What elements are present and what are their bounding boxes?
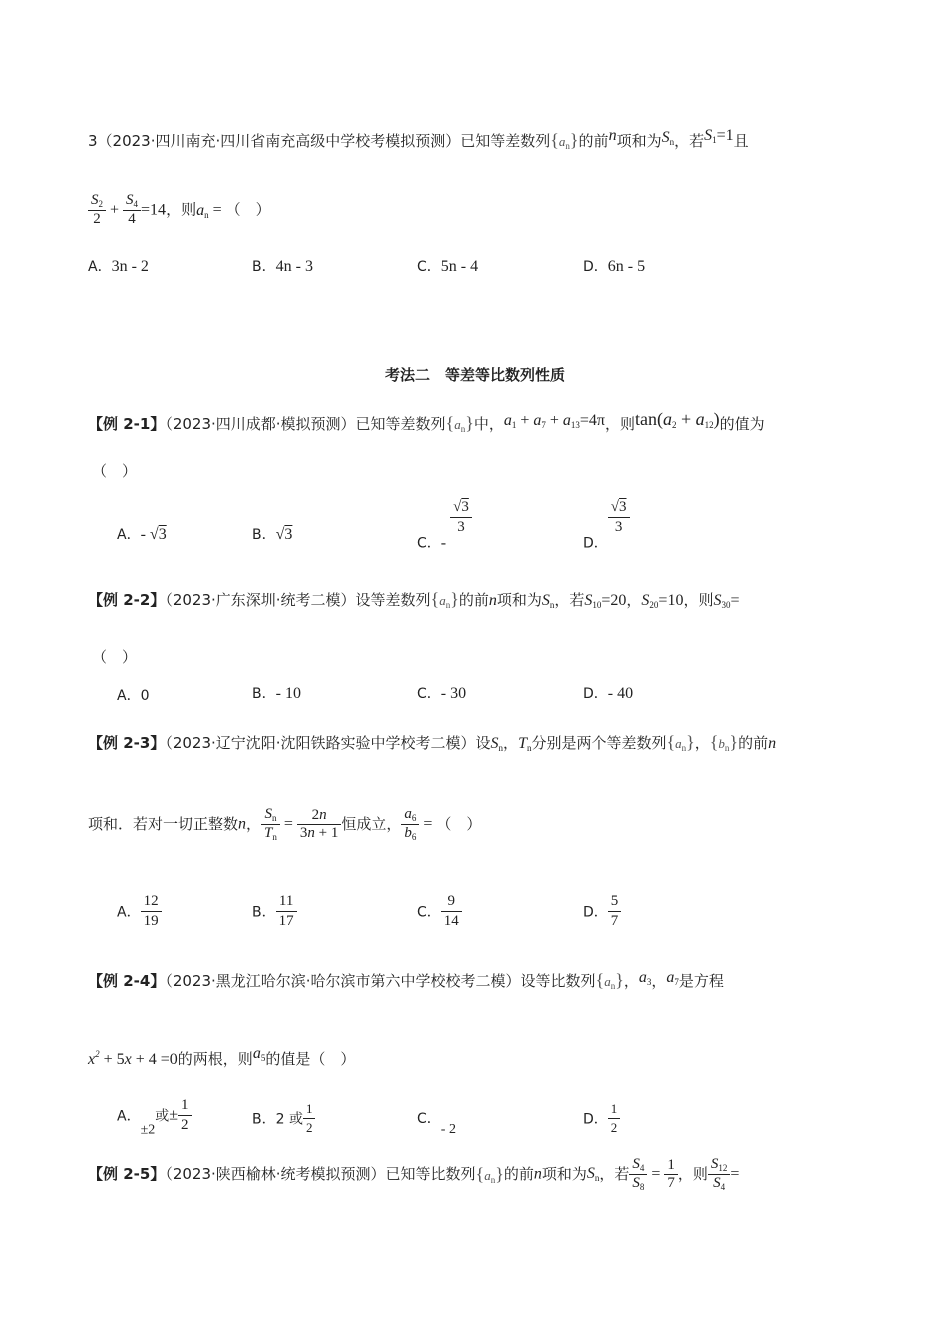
- option-label: C．: [417, 1111, 441, 1127]
- e25-tag: 【例 2-5】: [88, 1165, 166, 1183]
- e24-option-c[interactable]: [417, 1108, 456, 1138]
- e23-text: ，: [694, 734, 710, 752]
- option-value: [276, 892, 297, 931]
- e21-option-b[interactable]: [252, 524, 292, 544]
- e23-line-2: 项和．若对一切正整数n， $\frac{S_n}{T_n}$ = $\frac{2n}{3n + 1}$ 恒成立， $\frac{a_6}{b_6}$ = （ ）: [88, 806, 482, 842]
- seq-bn: $\{b_n\}$: [709, 732, 739, 753]
- option-label: B．: [252, 686, 276, 702]
- q3-line-1: [88, 128, 749, 151]
- e23-text: 恒成立，: [341, 815, 402, 833]
- e21-line-1: [88, 410, 765, 434]
- e24-text: ，: [651, 972, 667, 990]
- option-label: D．: [583, 535, 608, 552]
- option-label: B．: [252, 1111, 276, 1128]
- option-den: 17: [278, 913, 294, 929]
- e22-option-b[interactable]: [252, 683, 301, 703]
- option-den: 7: [610, 913, 619, 929]
- var-Sn: $S_n$: [490, 735, 504, 753]
- e22-option-c[interactable]: [417, 683, 466, 703]
- option-value: - 10: [275, 685, 301, 702]
- option-value: - 30: [440, 685, 467, 702]
- sum-value: =14: [141, 201, 167, 219]
- option-label: A．: [117, 688, 141, 704]
- e21-source: （2023·四川成都·模拟预测）已知等差数列: [165, 415, 446, 433]
- tan-expression: $\tan(a_2 + a_{12})$: [635, 409, 720, 430]
- frac-S4-4: $\frac{S_4}{4}$: [123, 192, 141, 228]
- e23-source: （2023·辽宁沈阳·沈阳铁路实验中学校考二模）设: [165, 734, 491, 752]
- option-label: C．: [417, 904, 441, 921]
- e21-text: ，则: [605, 415, 636, 433]
- option-label: C．: [417, 535, 441, 552]
- e25-source: （2023·陕西榆林·统考模拟预测）已知等比数列: [165, 1165, 476, 1183]
- seq-an: $\{a_n\}$: [666, 732, 695, 753]
- e23-tag: 【例 2-3】: [88, 734, 166, 752]
- option-label: A．: [88, 259, 112, 275]
- option-value: 0: [140, 688, 150, 704]
- e23-text: 分别是两个等差数列: [531, 734, 667, 752]
- e24-text: 是方程: [678, 972, 724, 990]
- e22-text: 项和为: [496, 591, 542, 609]
- e22-source: （2023·广东深圳·统考二模）设等差数列: [165, 591, 431, 609]
- option-value: $\frac{1}{2}$: [608, 1100, 621, 1137]
- q3-text: ，则: [166, 200, 197, 219]
- option-label: A．: [117, 527, 141, 543]
- e24-option-b[interactable]: B．2 或 $\frac{1}{2}$: [252, 1100, 315, 1137]
- e23-text: ，: [503, 734, 519, 752]
- option-den: 19: [143, 913, 159, 929]
- e21-text: 中，: [473, 415, 504, 433]
- option-label: B．: [252, 259, 276, 275]
- option-value: $\frac{1}{2}$: [178, 1096, 192, 1135]
- e22-option-d[interactable]: [583, 683, 633, 703]
- option-label: D．: [583, 1111, 608, 1128]
- cond-sum: $a_1 + a_7 + a_{13}$: [503, 412, 580, 430]
- q3-text: 的前: [578, 132, 609, 150]
- q3-text: 项和为: [616, 132, 662, 150]
- section-title: 考法二 等差等比数列性质: [384, 366, 565, 384]
- option-num: 5: [608, 892, 622, 912]
- option-value: $\frac{√3}{3}$: [450, 498, 472, 537]
- option-label: D．: [583, 904, 608, 921]
- seq-an: $\{a_n\}$: [430, 589, 459, 610]
- option-label: A．: [117, 904, 141, 921]
- e23-text: 项和．若对一切正整数: [88, 815, 239, 833]
- e24-option-d[interactable]: [583, 1100, 620, 1137]
- option-value: - √3: [140, 526, 167, 543]
- e21-tag: 【例 2-1】: [88, 415, 166, 433]
- e24-line-2: $x^2 + 5x + 4 =0$的两根，则$a_5$的值是（ ）: [88, 1045, 356, 1068]
- option-label: B．: [252, 527, 276, 543]
- var-Sn: $S_n$: [661, 129, 675, 147]
- cond-S20-value: =10: [658, 592, 684, 609]
- e22-paren: （ ）: [92, 648, 138, 666]
- frac-S2-2: $\frac{S_2}{2}$: [88, 192, 106, 228]
- e23-option-d[interactable]: [583, 892, 621, 931]
- e24-text: ，: [623, 972, 639, 990]
- var-an: $a_n$: [196, 201, 209, 220]
- e21-option-c[interactable]: C．- $\frac{√3}{3}$: [417, 498, 472, 553]
- e25-text: 项和为: [541, 1165, 587, 1183]
- option-num: 9: [441, 892, 462, 912]
- e24-tag: 【例 2-4】: [88, 972, 166, 990]
- equation: $x^2 + 5x + 4 =0$: [88, 1049, 178, 1068]
- e23-line-1: 【例 2-3】（2023·辽宁沈阳·沈阳铁路实验中学校考二模）设$S_n$，$T_n$分别是两个等差数列$\{a_n\}$，$\{b_n\}$的前n: [88, 732, 777, 753]
- e23-option-c[interactable]: [417, 892, 462, 931]
- option-value: $\frac{1}{2}$: [303, 1100, 316, 1137]
- option-label: C．: [417, 259, 441, 275]
- e23-paren: （ ）: [436, 815, 482, 833]
- e21-paren: （ ）: [92, 462, 138, 480]
- var-Sn: $S_n$: [541, 592, 555, 610]
- e25-text: ，若: [599, 1165, 630, 1183]
- q3-option-a[interactable]: [88, 256, 149, 276]
- e23-option-b[interactable]: [252, 892, 297, 931]
- option-value: [441, 892, 462, 931]
- e22-tag: 【例 2-2】: [88, 591, 166, 609]
- e23-text: 的前: [738, 734, 769, 752]
- q3-text: ，若: [674, 132, 705, 150]
- e22-option-a[interactable]: [117, 685, 150, 705]
- e23-option-a[interactable]: [117, 892, 162, 931]
- cond-S1-value: =1: [716, 127, 734, 144]
- option-value: $\frac{√3}{3}$: [608, 498, 630, 537]
- cond-S1: $S_1$: [704, 127, 717, 145]
- seq-an: $\{a_n\}$: [475, 1163, 504, 1185]
- frac-1-7: $\frac{1}{7}$: [664, 1157, 678, 1192]
- e22-text: ，若: [554, 591, 585, 609]
- e24-text: 的两根，则: [177, 1050, 253, 1068]
- option-value: - 40: [607, 685, 634, 702]
- q3-source: （2023·四川南充·四川省南充高级中学校考模拟预测）已知等差数列: [97, 132, 551, 150]
- e24-source: （2023·黑龙江哈尔滨·哈尔滨市第六中学校校考二模）设等比数列: [165, 972, 596, 990]
- option-label: D．: [583, 259, 608, 275]
- option-label: B．: [252, 904, 276, 921]
- option-value: - 2: [440, 1122, 456, 1137]
- option-den: 14: [443, 913, 459, 929]
- q3-option-d[interactable]: [583, 256, 645, 276]
- frac-S4-S8: $\frac{S_4}{S_8}$: [629, 1156, 647, 1193]
- option-value: 5n - 4: [440, 258, 479, 275]
- e24-option-a[interactable]: A．±2或± $\frac{1}{2}$: [117, 1096, 192, 1139]
- option-value: 4n - 3: [275, 258, 313, 275]
- option-label: D．: [583, 686, 608, 702]
- e21-option-d[interactable]: [583, 498, 630, 553]
- frac-2n-3n1: $\frac{2n}{3n + 1}$: [297, 807, 341, 842]
- var-n: n: [608, 127, 617, 144]
- e22-text: ，则: [683, 591, 714, 609]
- seq-an: $\{a_n\}$: [550, 130, 579, 151]
- frac-Sn-Tn: $\frac{S_n}{T_n}$: [261, 806, 280, 843]
- e25-text: ，则: [677, 1165, 708, 1183]
- e23-text: ，: [246, 815, 262, 833]
- e21-option-a[interactable]: [117, 524, 167, 544]
- e22-line-1: 【例 2-2】（2023·广东深圳·统考二模）设等差数列$\{a_n\}$的前n项和为$S_n$，若$S_{10}=20$，$S_{20}=10$，则$S_{30}=$: [88, 589, 740, 610]
- q3-option-b[interactable]: [252, 256, 313, 276]
- option-num: 12: [141, 892, 162, 912]
- frac-S12-S4: $\frac{S_{12}}{S_4}$: [708, 1156, 731, 1193]
- option-num: 11: [276, 892, 297, 912]
- option-value: √3: [275, 526, 293, 543]
- q3-paren: （ ）: [225, 200, 271, 219]
- e22-text: ，: [626, 591, 642, 609]
- e25-eq: =: [730, 1165, 740, 1183]
- cond-S10-value: =20: [601, 592, 627, 609]
- e21-text: 的值为: [719, 415, 765, 433]
- option-label: C．: [417, 686, 441, 702]
- seq-an: $\{a_n\}$: [595, 970, 624, 991]
- e22-eq: =: [730, 592, 740, 609]
- q3-number: 3: [88, 132, 98, 150]
- frac-a6-b6: $\frac{a_6}{b_6}$: [401, 806, 419, 843]
- q3-option-c[interactable]: [417, 256, 478, 276]
- e24-text: 的值是（ ）: [265, 1050, 356, 1068]
- e24-line-1: 【例 2-4】（2023·黑龙江哈尔滨·哈尔滨市第六中学校校考二模）设等比数列$\{a_n\}$，$a_3$，$a_7$是方程: [88, 969, 724, 991]
- q3-text: 且: [733, 132, 749, 150]
- option-value: 3n - 2: [111, 258, 149, 275]
- e25-line-1: 【例 2-5】（2023·陕西榆林·统考模拟预测）已知等比数列$\{a_n\}$的前n项和为$S_n$，若 $\frac{S_4}{S_8}$ = $\frac{1}{7}$ ，则 $\frac{S_{12}}{S_4}$ =: [88, 1156, 740, 1192]
- option-value: 6n - 5: [607, 258, 646, 275]
- cond-value: =4π: [579, 412, 606, 429]
- seq-an: $\{a_n\}$: [445, 413, 474, 434]
- q3-line-2: $\frac{S_2}{2}$ + $\frac{S_4}{4}$ =14，则$a_n$ = （ ）: [88, 192, 271, 228]
- option-label: A．: [117, 1108, 141, 1125]
- e25-text: 的前: [503, 1165, 534, 1183]
- option-value: [608, 892, 622, 931]
- option-value: [141, 892, 162, 931]
- e22-text: 的前: [458, 591, 489, 609]
- var-Tn: $T_n$: [518, 735, 532, 753]
